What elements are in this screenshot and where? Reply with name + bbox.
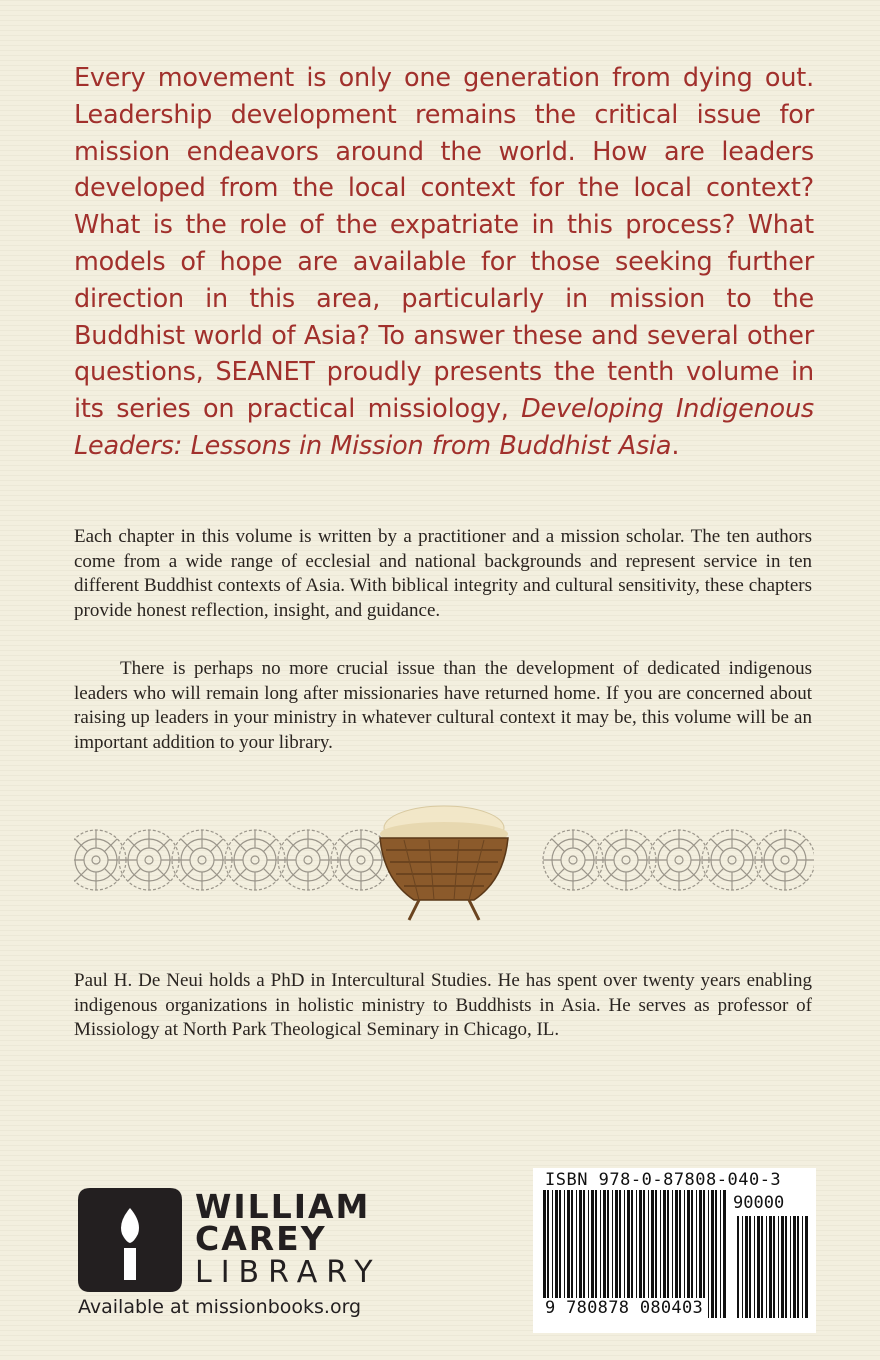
publisher-name-line-1: WILLIAM [195, 1187, 371, 1226]
description-paragraph-2: There is perhaps no more crucial issue than the development of dedicated indigenous leaders who will remain long after missionaries have returned home. If you are concerned about raising up leaders in your ministry in whatever cultural context it may be, this volume will be an important addition to your library. [74, 658, 812, 753]
price-addon-bars [735, 1216, 809, 1318]
ornamental-border-icon [74, 800, 814, 930]
cover-blurb [74, 60, 814, 465]
book-title: Developing Indigenous Leaders: Lessons in Mission from Buddhist Asia [74, 394, 814, 461]
description-paragraph-1: Each chapter in this volume is written by a practitioner and a mission scholar. The ten authors come from a wide range of ecclesial and national backgrounds and represent service in ten different Buddhist contexts of Asia. With biblical integrity and cultural sensitivity, these chapters provide honest reflection, insight, and guidance. [74, 526, 812, 621]
blurb-text: Every movement is only one generation from dying out. Leadership development remains the critical issue for mission endeavors around the world. How are leaders developed from the local context for the local context? What is the role of the expatriate in this process? What models of hope are available for those seeking further direction in this area, particularly in mission to the Buddhist world of Asia? To answer these and several other questions, SEANET proudly presents the tenth volume in its series on practical missiology, [74, 63, 814, 425]
isbn-barcode [533, 1168, 816, 1333]
publisher-logo [78, 1188, 408, 1298]
availability-note: Available at missionbooks.org [78, 1296, 362, 1318]
rice-basket-icon [380, 806, 508, 920]
publisher-name-line-2: CAREY [195, 1219, 327, 1258]
ean-digits: 9 780878 080403 [545, 1298, 704, 1318]
candle-logo-icon [78, 1188, 182, 1292]
publisher-name-line-3: LIBRARY [195, 1255, 382, 1290]
price-code: 90000 [733, 1193, 785, 1213]
blurb-end: . [671, 430, 680, 461]
author-bio: Paul H. De Neui holds a PhD in Intercultural Studies. He has spent over twenty years enabling indigenous organizations in holistic ministry to Buddhists in Asia. He serves as professor of Missiology at North Park Theological Seminary in Chicago, IL. [74, 970, 812, 1040]
isbn-number: ISBN 978-0-87808-040-3 [545, 1170, 782, 1190]
